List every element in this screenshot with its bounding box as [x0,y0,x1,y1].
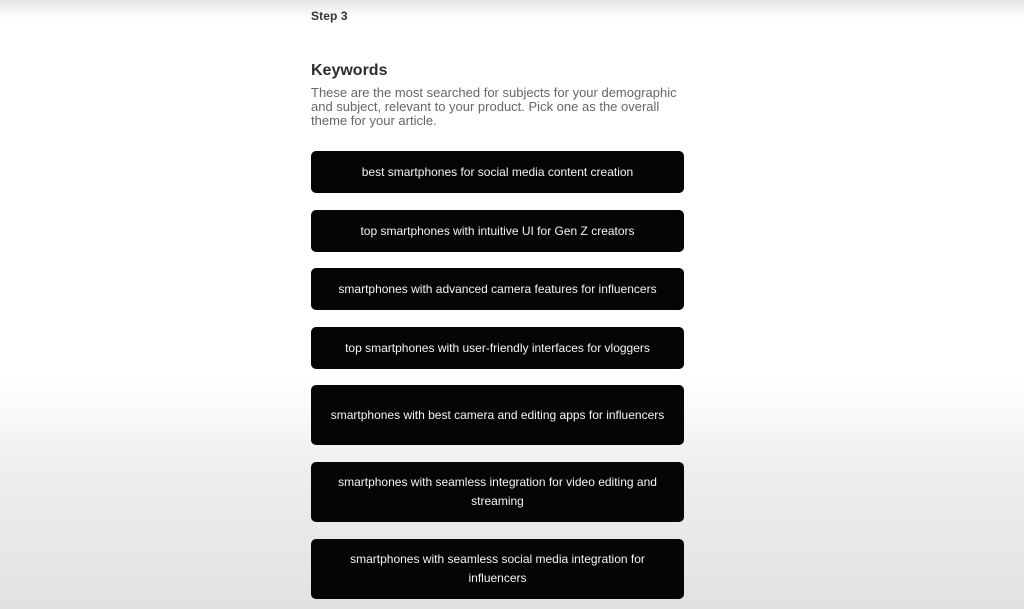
keyword-option-button[interactable]: smartphones with advanced camera features for influencers [311,268,684,310]
keyword-option-button[interactable]: best smartphones for social media content creation [311,151,684,193]
keyword-option-button[interactable]: top smartphones with user-friendly interfaces for vloggers [311,327,684,369]
section-title: Keywords [311,62,388,79]
section-description: These are the most searched for subjects for your demographic and subject, relevant to your product. Pick one as the overall theme for your article. [311,85,677,128]
keyword-option-button[interactable]: smartphones with seamless social media integration for influencers [311,539,684,599]
step-label: Step 3 [311,9,348,23]
keyword-option-button[interactable]: smartphones with seamless integration for video editing and streaming [311,462,684,522]
keyword-option-button[interactable]: smartphones with best camera and editing apps for influencers [311,385,684,445]
keyword-option-button[interactable]: top smartphones with intuitive UI for Gen Z creators [311,210,684,252]
